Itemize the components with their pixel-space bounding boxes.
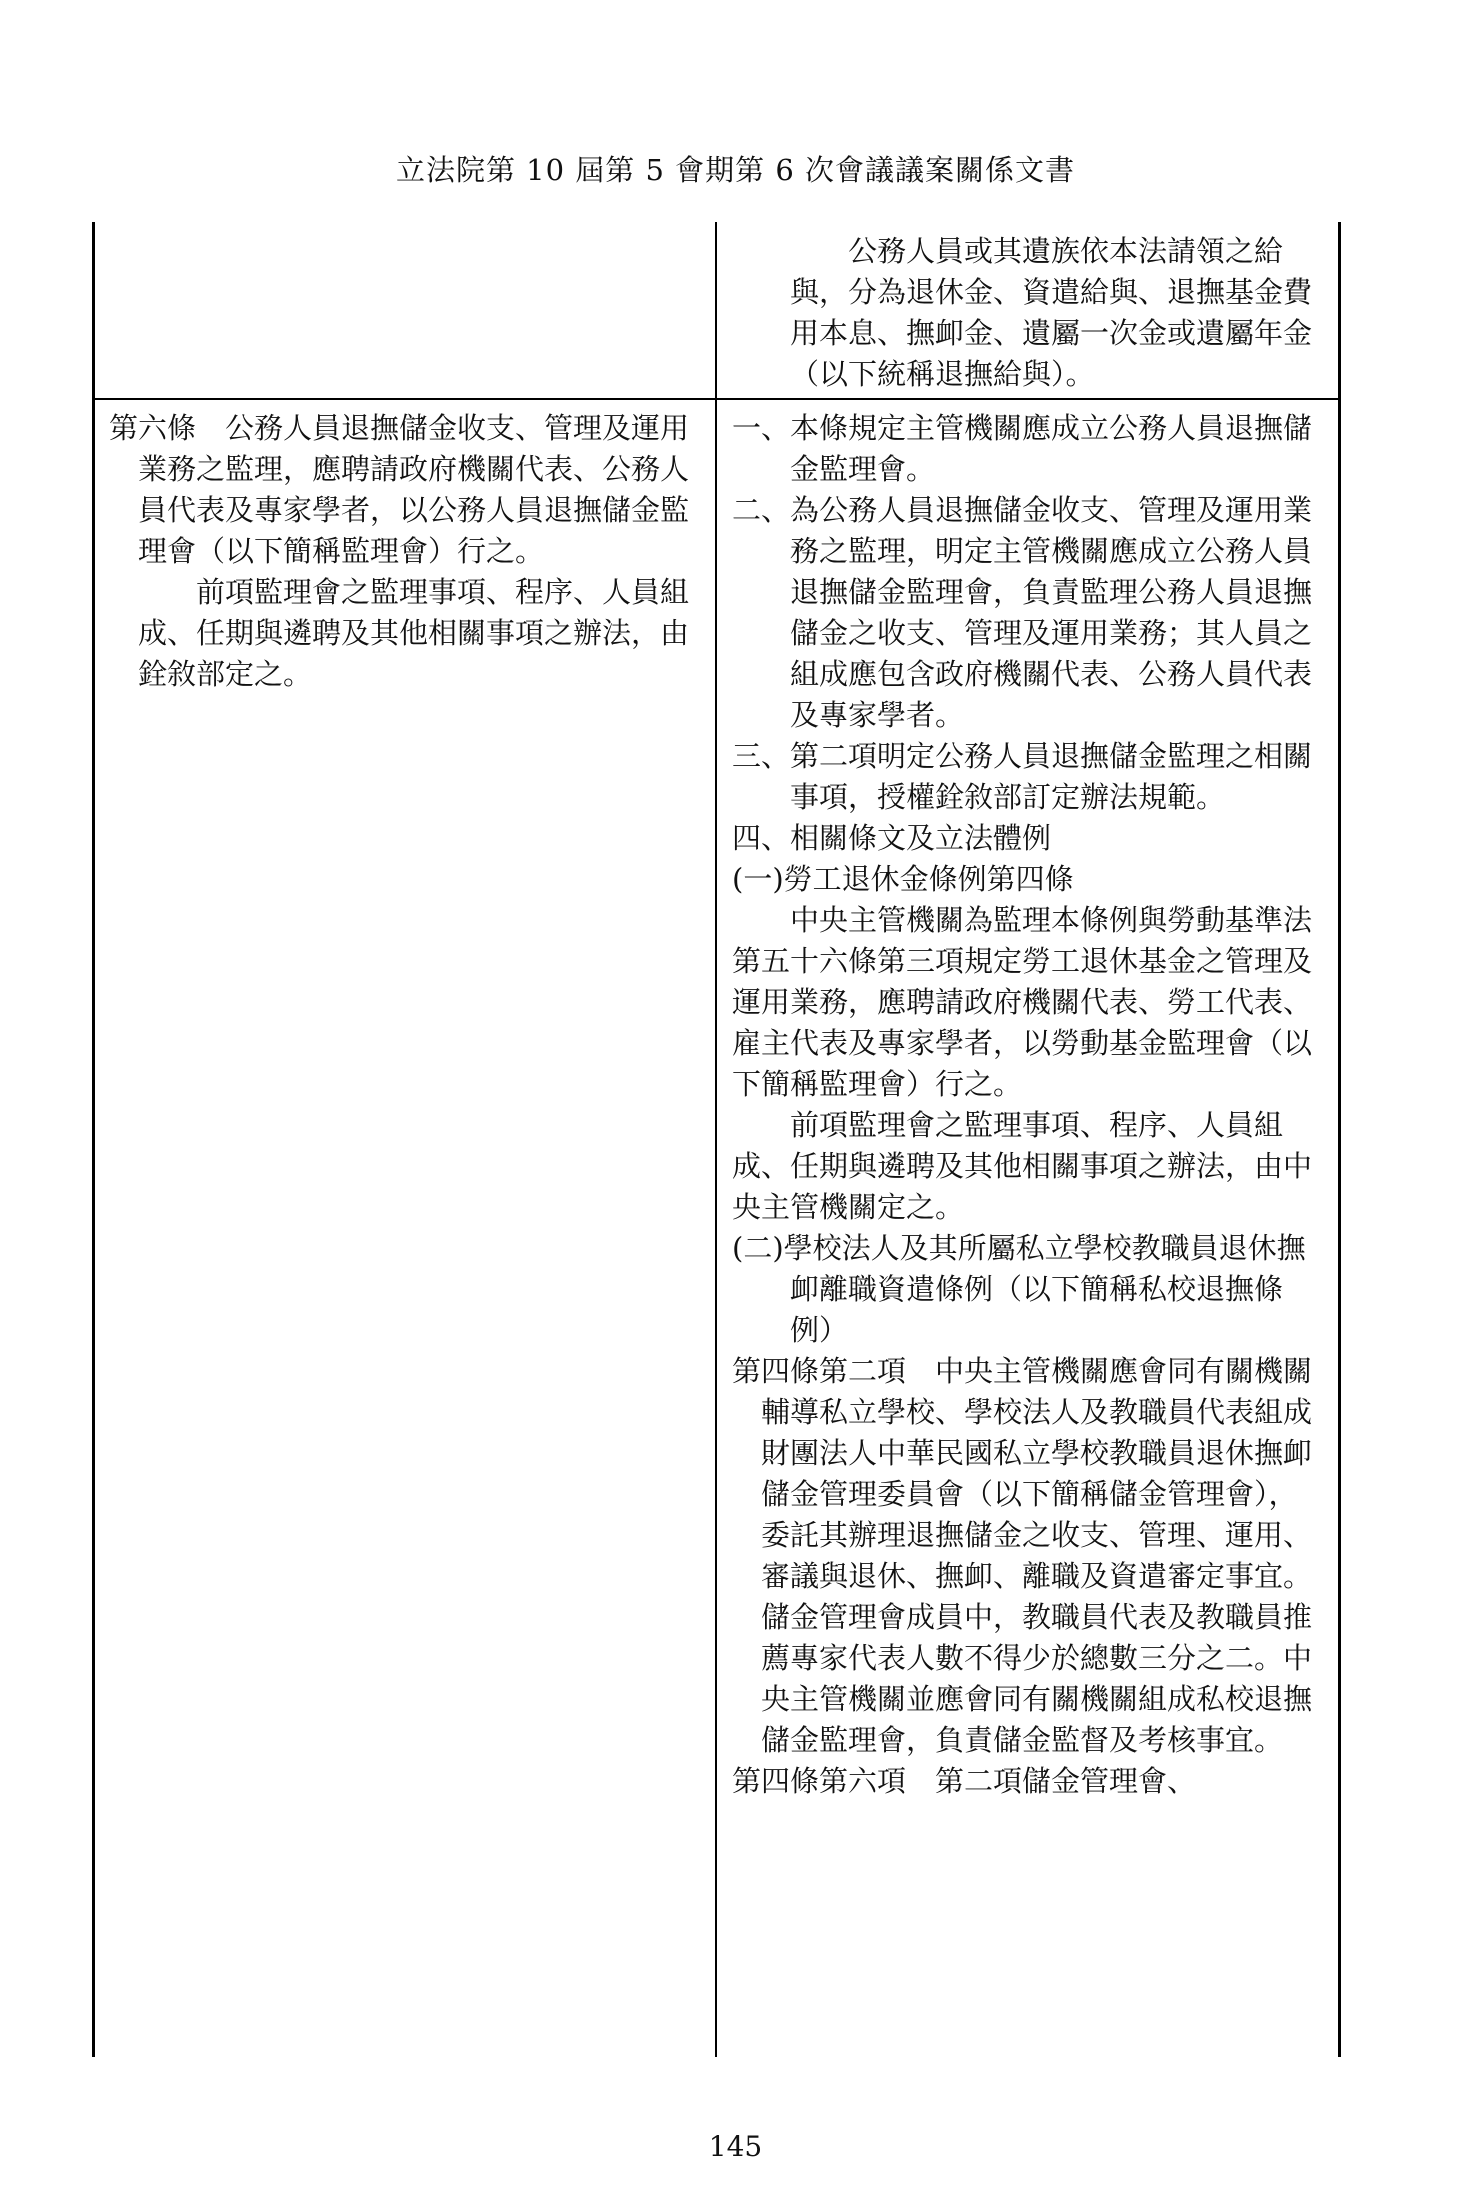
table-right-border	[1338, 222, 1341, 2057]
sub-item-1-paragraph-1: 中央主管機關為監理本條例與勞動基準法第五十六條第三項規定勞工退休基金之管理及運用業務，應聘請政府機關代表、勞工代表、雇主代表及專家學者，以勞動基金監理會（以下簡稱監理會）行之。	[732, 903, 1313, 1101]
explanation-item-2: 二、為公務人員退撫儲金收支、管理及運用業務之監理，明定主管機關應成立公務人員退撫儲金監理會，負責監理公務人員退撫儲金之收支、管理及運用業務；其人員之組成應包含政府機關代表、公務人員代表及專家學者。	[732, 493, 1313, 732]
continued-text: 公務人員或其遺族依本法請領之給與，分為退休金、資遣給與、退撫基金費用本息、撫卹金、遺屬一次金或遺屬年金（以下統稱退撫給與）。	[790, 234, 1313, 391]
table-left-border	[92, 222, 95, 2057]
article-paragraph-2-text: 前項監理會之監理事項、程序、人員組成、任期與遴聘及其他相關事項之辦法，由銓敘部定之。	[138, 575, 690, 691]
explanation-item-4: 四、相關條文及立法體例	[732, 821, 1052, 855]
article-cell	[109, 408, 699, 695]
row-divider	[92, 398, 1341, 400]
explanation-item-3: 三、第二項明定公務人員退撫儲金監理之相關事項，授權銓敘部訂定辦法規範。	[732, 739, 1313, 814]
page-number: 145	[708, 2130, 763, 2163]
sub-item-1-paragraph-2: 前項監理會之監理事項、程序、人員組成、任期與遴聘及其他相關事項之辦法，由中央主管機關定之。	[732, 1108, 1313, 1224]
top-row-right-cell	[790, 231, 1320, 395]
sub-item-2-clause-1: 第四條第二項 中央主管機關應會同有關機關輔導私立學校、學校法人及教職員代表組成財團法人中華民國私立學校教職員退休撫卹儲金管理委員會（以下簡稱儲金管理會），委託其辦理退撫儲金之收支、管理、運用、審議與退休、撫卹、離職及資遣審定事宜。儲金管理會成員中，教職員代表及教職員推薦專家代表人數不得少於總數三分之二。中央主管機關並應會同有關機關組成私校退撫儲金監理會，負責儲金監督及考核事宜。	[732, 1354, 1313, 1757]
article-paragraph-2	[109, 572, 699, 695]
article-heading: 第六條 公務人員退撫儲金收支、管理及運用業務之監理，應聘請政府機關代表、公務人員代表及專家學者，以公務人員退撫儲金監理會（以下簡稱監理會）行之。	[109, 411, 690, 568]
sub-item-2-clause-2: 第四條第六項 第二項儲金管理會、	[732, 1764, 1197, 1798]
sub-item-2-title: (二)學校法人及其所屬私立學校教職員退休撫卹離職資遣條例（以下簡稱私校退撫條例）	[732, 1231, 1306, 1347]
explanation-cell	[732, 408, 1322, 1802]
table-middle-divider	[715, 222, 717, 2057]
explanation-item-1: 一、本條規定主管機關應成立公務人員退撫儲金監理會。	[732, 411, 1313, 486]
page-header: 立法院第 10 屆第 5 會期第 6 次會議議案關係文書	[395, 153, 1076, 187]
sub-item-1-title: (一)勞工退休金條例第四條	[732, 862, 1074, 896]
